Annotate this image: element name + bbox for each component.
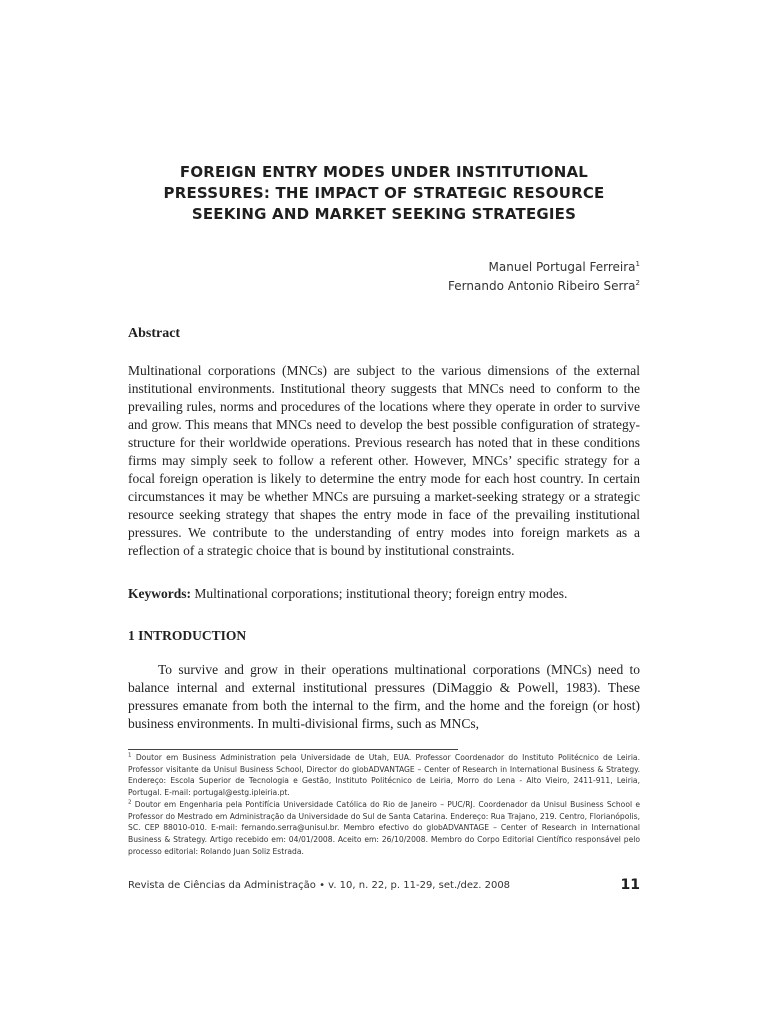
- author-1: [448, 258, 640, 277]
- page-number: 11: [620, 877, 640, 893]
- author-footnote-mark[interactable]: 2: [635, 279, 640, 287]
- title-line: FOREIGN ENTRY MODES UNDER INSTITUTIONAL: [179, 163, 589, 181]
- footnote-mark: 1: [128, 752, 132, 759]
- paper-title: [128, 162, 640, 225]
- introduction-text: To survive and grow in their operations multinational corporations (MNCs) need to balance internal and external institutional pressures (DiMaggio & Powell, 1983). These pressures emanate from both the internal to the firm, and the home and the foreign (or host) business environments. In multi-divisional firms, such as MNCs,: [128, 662, 640, 731]
- author-footnote-mark[interactable]: 1: [635, 260, 640, 268]
- keywords: [128, 585, 640, 603]
- title-line: SEEKING AND MARKET SEEKING STRATEGIES: [191, 205, 577, 223]
- footnote-text: Doutor em Engenharia pela Pontifícia Universidade Católica do Rio de Janeiro – PUC/RJ. Coordenador da Unisul Business School e Professor do Mestrado em Administração da Universidade do Sul de Santa Catarina. Endereço: Rua Trajano, 219. Centro, Florianópolis, SC. CEP 88010-010. E-mail: fernando.serra@unisul.br. Membro efectivo do globADVANTAGE – Center of Research in International Business & Strategy. Artigo recebido em: 04/01/2008. Aceito em: 26/10/2008. Membro do Corpo Editorial Científico responsável pelo processo editorial: Rolando Juan Soliz Estrada.: [128, 799, 640, 856]
- footnotes: [128, 752, 640, 857]
- abstract-heading: Abstract: [128, 326, 181, 341]
- keywords-label: Keywords:: [128, 586, 191, 601]
- footnote-divider: [128, 749, 458, 750]
- footnote-1: [128, 752, 640, 799]
- keywords-text: Multinational corporations; institutional theory; foreign entry modes.: [194, 586, 568, 601]
- title-line: PRESSURES: THE IMPACT OF STRATEGIC RESOURCE: [163, 184, 605, 202]
- footnote-mark: 2: [128, 799, 132, 806]
- author-2: [448, 277, 640, 296]
- author-block: [448, 258, 640, 296]
- footnote-text: Doutor em Business Administration pela Universidade de Utah, EUA. Professor Coordenador do Instituto Politécnico de Leiria. Professor visitante da Unisul Business School, Director do globADVANTAGE – Center of Research in International Business & Strategy. Endereço: Escola Superior de Tecnologia e Gestão, Instituto Politécnico de Leiria, Morro do Lena - Alto Vieiro, 2411-911, Leiria, Portugal. E-mail: portugal@estg.ipleiria.pt.: [128, 753, 640, 798]
- journal-reference: Revista de Ciências da Administração • v. 10, n. 22, p. 11-29, set./dez. 2008: [128, 880, 511, 891]
- author-name: Fernando Antonio Ribeiro Serra: [448, 279, 636, 293]
- author-name: Manuel Portugal Ferreira: [488, 260, 636, 274]
- footnote-2: [128, 799, 640, 858]
- abstract-text: Multinational corporations (MNCs) are subject to the various dimensions of the external institutional environments. Institutional theory suggests that MNCs need to conform to the prevailing rules, norms and procedures of the locations where they operate in order to survive and grow. This means that MNCs need to develop the best possible configuration of strategy-structure for their worldwide operations. Previous research has noted that in these conditions firms may simply seek to follow a referent other. However, MNCs’ specific strategy for a focal foreign operation is likely to determine the entry mode for each host country. In certain circumstances it may be whether MNCs are pursuing a market-seeking strategy or a strategic resource seeking strategy that shapes the entry mode in face of the prevailing institutional pressures. We contribute to the understanding of entry modes into foreign markets as a reflection of a strategic choice that is bound by institutional constraints.: [128, 363, 640, 558]
- section-heading-introduction: 1 INTRODUCTION: [128, 628, 247, 643]
